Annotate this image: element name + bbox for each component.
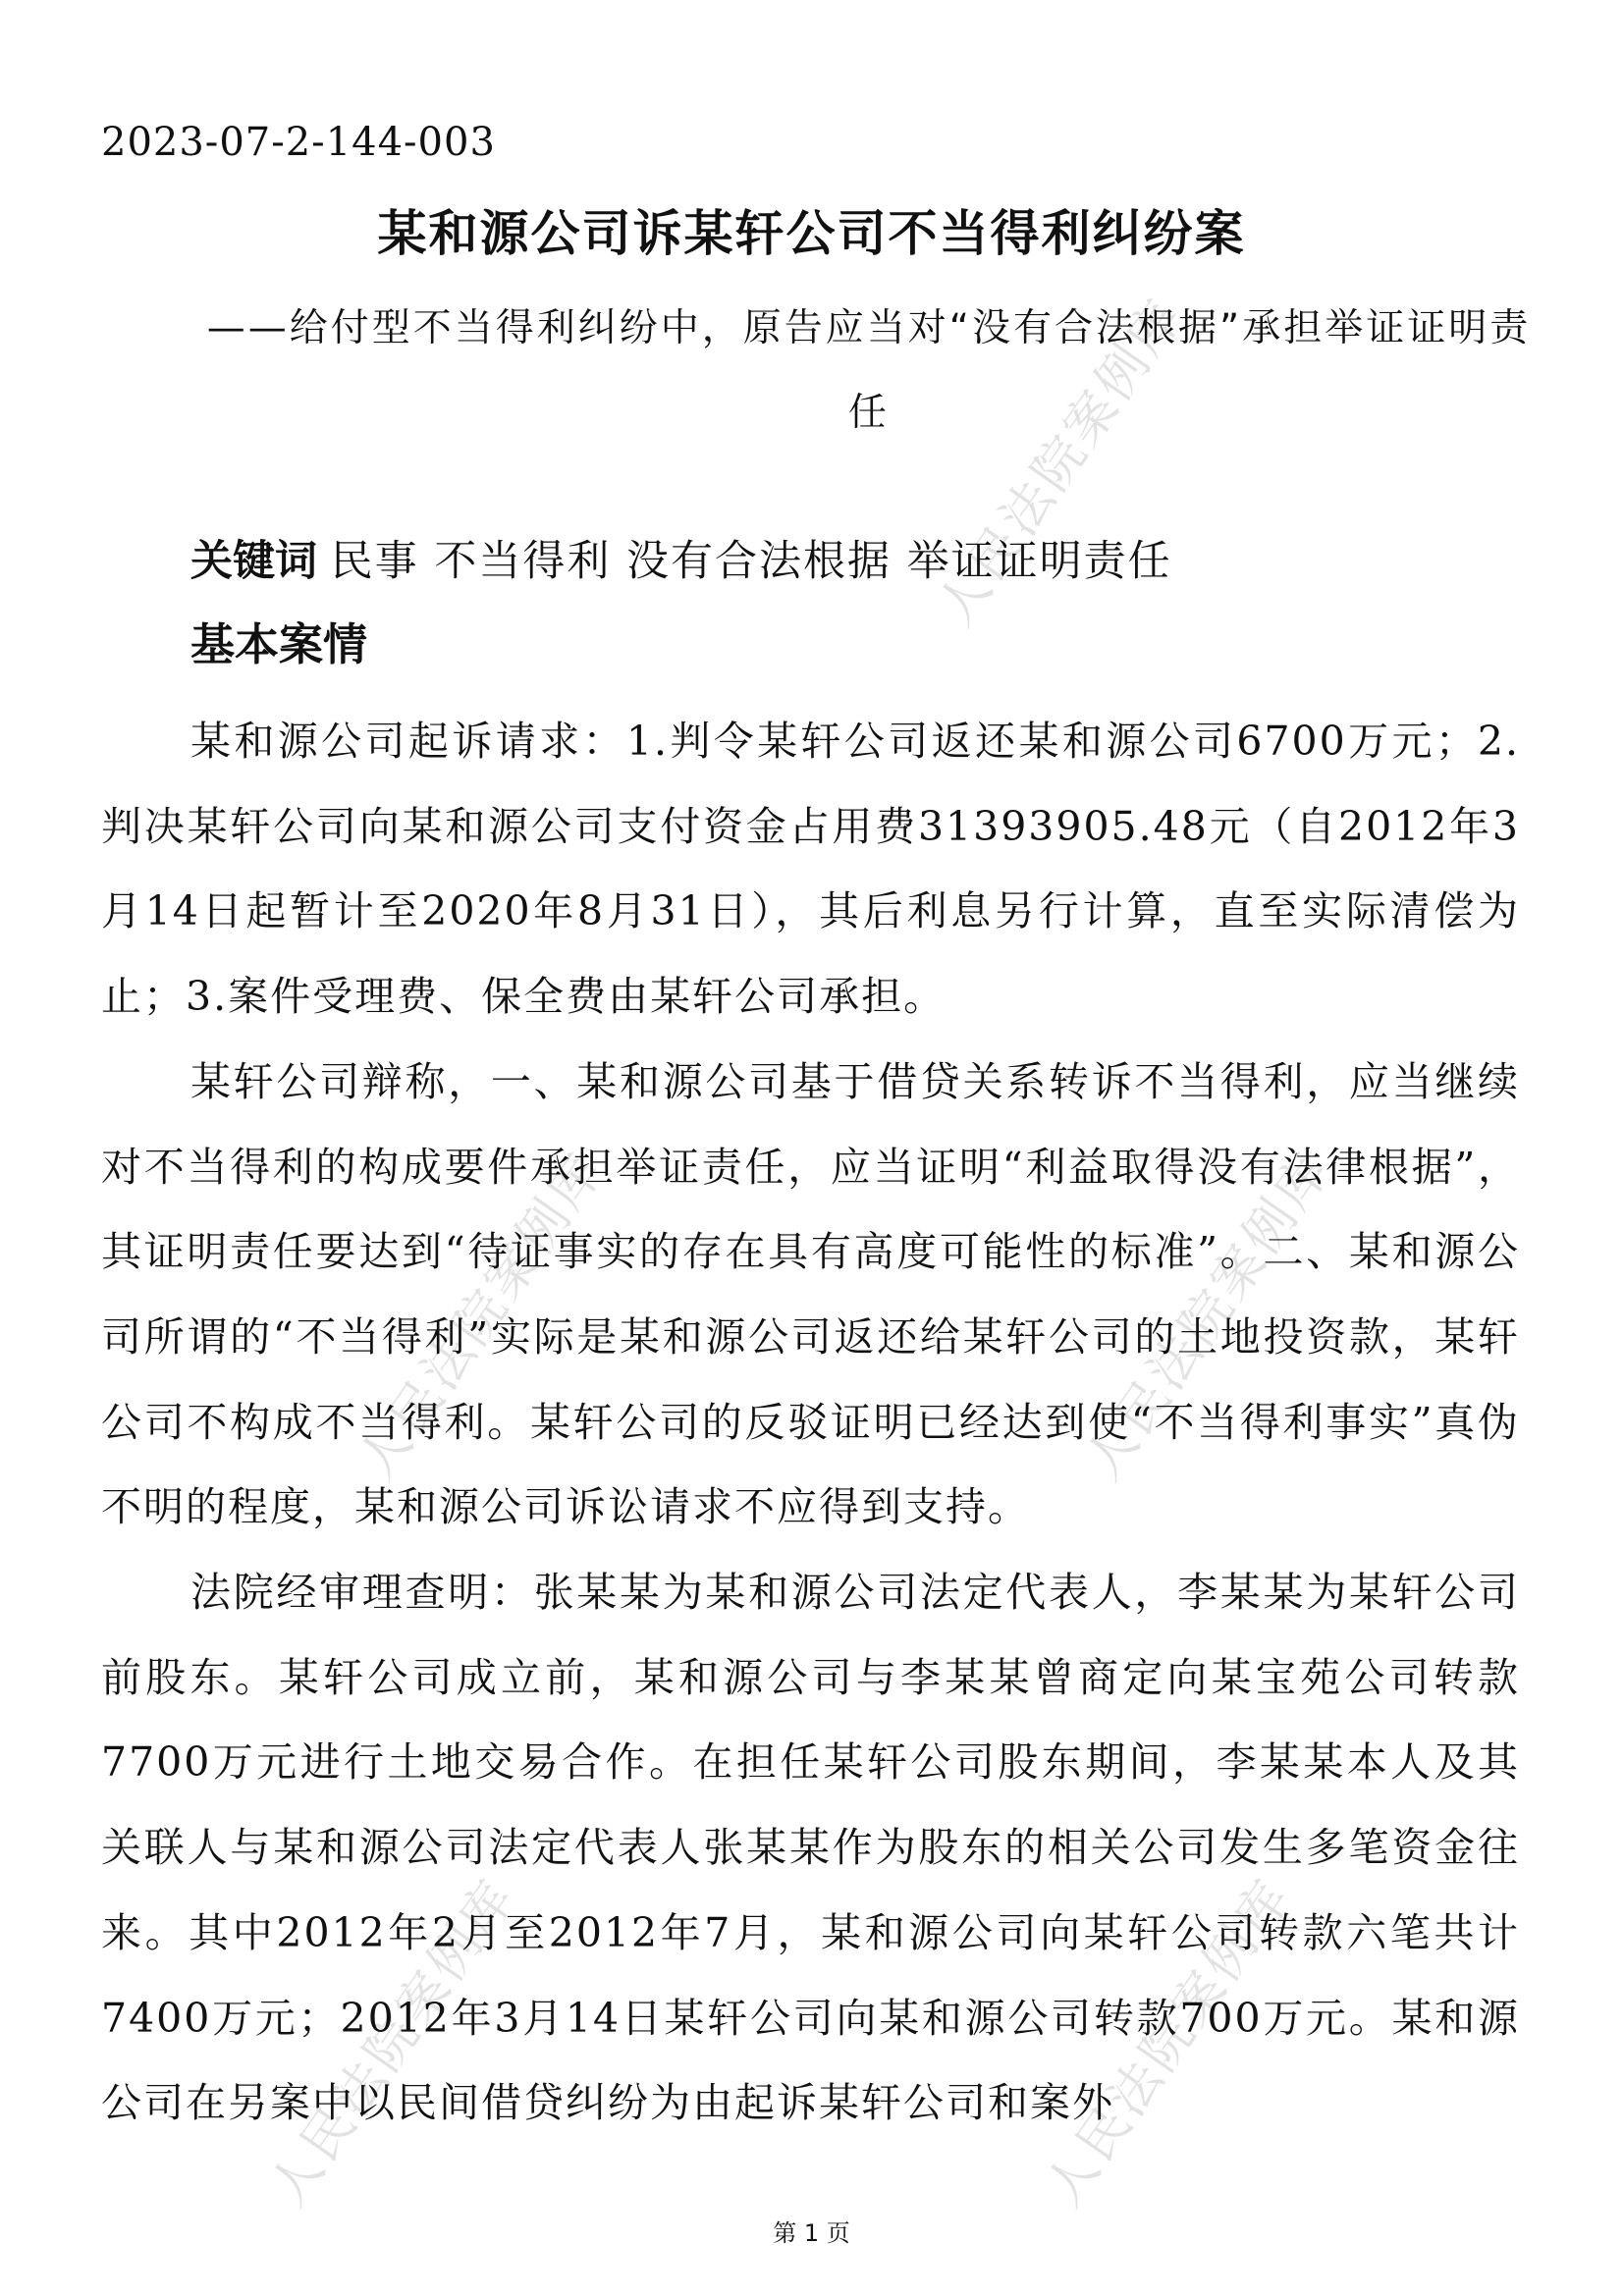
watermark: 人民法院案例库 — [1073, 1141, 1343, 1491]
watermark: 人民法院案例库 — [258, 1867, 528, 2217]
document-title: 某和源公司诉某轩公司不当得利纠纷案 — [377, 204, 1246, 262]
document-subtitle: ——给付型不当得利纠纷中，原告应当对“没有合法根据”承担举证证明责任 — [206, 306, 1532, 435]
paragraph-defense: 某轩公司辩称，一、某和源公司基于借贷关系转诉不当得利，应当继续对不当得利的构成要件承担举证责任，应当证明“利益取得没有法律根据”，其证明责任要达到“待证事实的存在具有高度可能性的标准”。二、某和源公司所谓的“不当得利”实际是某和源公司返还给某轩公司的土地投资款，某轩公司不构成不当得利。某轩公司的反驳证明已经达到使“不当得利事实”真伪不明的程度，某和源公司诉讼请求不应得到支持。 — [101, 1057, 1520, 1531]
watermark: 人民法院案例库 — [1034, 1867, 1304, 2217]
case-number: 2023-07-2-144-003 — [101, 120, 496, 165]
keywords-value: 民事 不当得利 没有合法根据 举证证明责任 — [330, 537, 1172, 586]
paragraph-findings: 法院经审理查明：张某某为某和源公司法定代表人，李某某为某轩公司前股东。某轩公司成立前，某和源公司与李某某曾商定向某宝苑公司转款7700万元进行土地交易合作。在担任某轩公司股东期间，李某某本人及其关联人与某和源公司法定代表人张某某作为股东的相关公司发生多笔资金往来。其中2012年2月至2012年7月，某和源公司向某轩公司转款六笔共计7400万元；2012年3月14日某轩公司向某和源公司转款700万元。某和源公司在另案中以民间借贷纠纷为由起诉某轩公司和案外 — [101, 1569, 1520, 2127]
section-heading: 基本案情 — [190, 618, 368, 670]
body-text — [101, 699, 1520, 2146]
keywords-line — [190, 528, 1172, 588]
watermark: 人民法院案例库 — [926, 287, 1196, 637]
paragraph-claims: 某和源公司起诉请求：1.判令某轩公司返还某和源公司6700万元；2.判决某轩公司向某和源公司支付资金占用费31393905.48元（自2012年3月14日起暂计至2020年8月31日），其后利息另行计算，直至实际清偿为止；3.案件受理费、保全费由某轩公司承担。 — [101, 718, 1520, 1021]
page-number: 第 1 页 — [773, 2219, 850, 2247]
keywords-label: 关键词 — [190, 537, 317, 586]
watermark: 人民法院案例库 — [347, 1141, 617, 1491]
